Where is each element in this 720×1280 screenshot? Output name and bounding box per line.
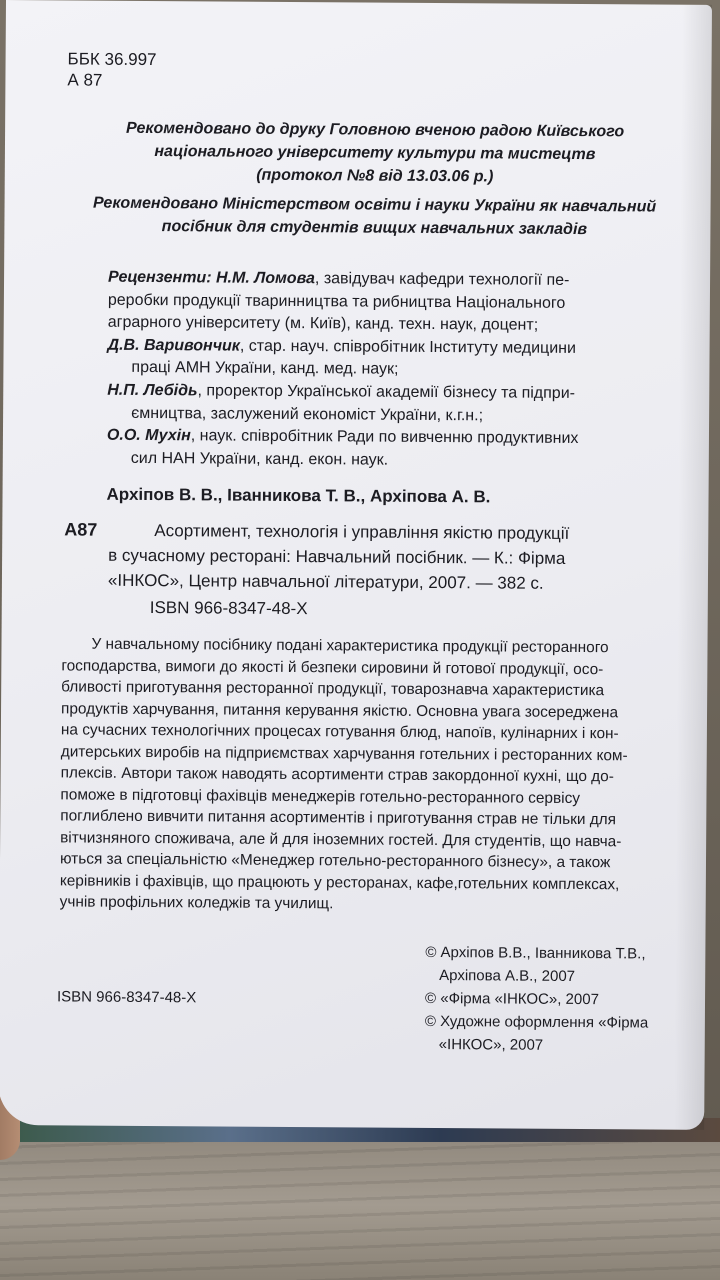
wooden-floor xyxy=(0,1130,720,1280)
bbk-block xyxy=(67,48,156,91)
recommendation-ministry: Рекомендовано Міністерством освіти і науки України як навчальний посібник для студентів вищих навчальних закладів xyxy=(92,194,657,239)
abstract-line: керівників і фахівців, що працюють у ресторанах, кафе,готельних комплексах, xyxy=(59,871,620,893)
abstract-line: плексів. Автори також наводять асортименти страв закордонної кухні, що до- xyxy=(60,764,614,786)
author-index: А 87 xyxy=(67,70,103,90)
abstract-line: ються за спеціальністю «Менеджер готельно-ресторанного бізнесу», а також xyxy=(59,850,611,872)
abstract-line: господарства, вимоги до якості й безпеки сировини й готової продукції, осо- xyxy=(61,656,604,678)
bbk-code: ББК 36.997 xyxy=(67,49,157,70)
reviewers-label: Рецензенти: xyxy=(108,268,212,287)
abstract-line: У навчальному посібнику подані характеристика продукції ресторанного xyxy=(91,635,609,657)
abstract-line: учнів профільних коледжів та училищ. xyxy=(59,893,334,913)
copyright-block: © Архіпов В.В., Іванникова Т.В., Архіпова А.В., 2007 © «Фірма «ІНКОС», 2007 © Художне оформлення «Фірма «ІНКОС», 2007 xyxy=(424,943,649,1054)
isbn-top: ISBN 966-8347-48-X xyxy=(149,598,308,619)
recommendation-council: Рекомендовано до друку Головною вченою радою Київського національного університету культури та мистецтв (протокол №8 від 13.03.06 р.) xyxy=(126,119,625,186)
reviewers-block: Рецензенти: Н.М. Ломова, завідувач кафедри технології пе- реробки продукції тваринництва та рибництва Національного аграрного університету (м. Київ), канд. техн. наук, доцент; Д.В. Варивончик, стар. науч. співробітник Інституту медицини праці АМН України, канд. мед. наук; Н.П. Лебідь, проректор Української академії бізнесу та підпри- ємництва, заслужений економіст України, к.г.н.; О.О. Мухін, наук. співробітник Ради по вивченню продуктивних сил НАН України, канд. екон. наук. xyxy=(106,268,579,469)
abstract-line: на сучасних технологічних процесах готування блюд, напоїв, кулінарних і кон- xyxy=(60,721,619,743)
abstract-line: вітчизняного споживача, але й для іноземних гостей. Для студентів, що навча- xyxy=(60,828,622,850)
abstract-line: продуктів харчування, питання керування якістю. Основна увага зосереджена xyxy=(60,699,619,721)
bibliographic-description: Асортимент, технологія і управління якістю продукції в сучасному ресторані: Навчальний посібник. — К.: Фірма «ІНКОС», Центр навчальної літератури, 2007. — 382 с. xyxy=(107,521,570,593)
catalog-code: А87 xyxy=(64,519,98,540)
abstract-line: бливості приготування ресторанної продукції, товарознавча характеристика xyxy=(61,678,605,700)
abstract-line: поглиблено вивчити питання асортиментів і приготування страв не тільки для xyxy=(60,807,617,829)
authors-line: Архіпов В. В., Іванникова Т. В., Архіпова А. В. xyxy=(106,484,491,507)
abstract-line: дитерських виробів на підприємствах харчування готельних і ресторанних ком- xyxy=(60,742,628,764)
abstract-line: поможе в підготовці фахівців менеджерів готельно-ресторанного сервісу xyxy=(60,785,581,807)
abstract xyxy=(60,633,672,917)
isbn-bottom: ISBN 966-8347-48-X xyxy=(56,988,197,1007)
